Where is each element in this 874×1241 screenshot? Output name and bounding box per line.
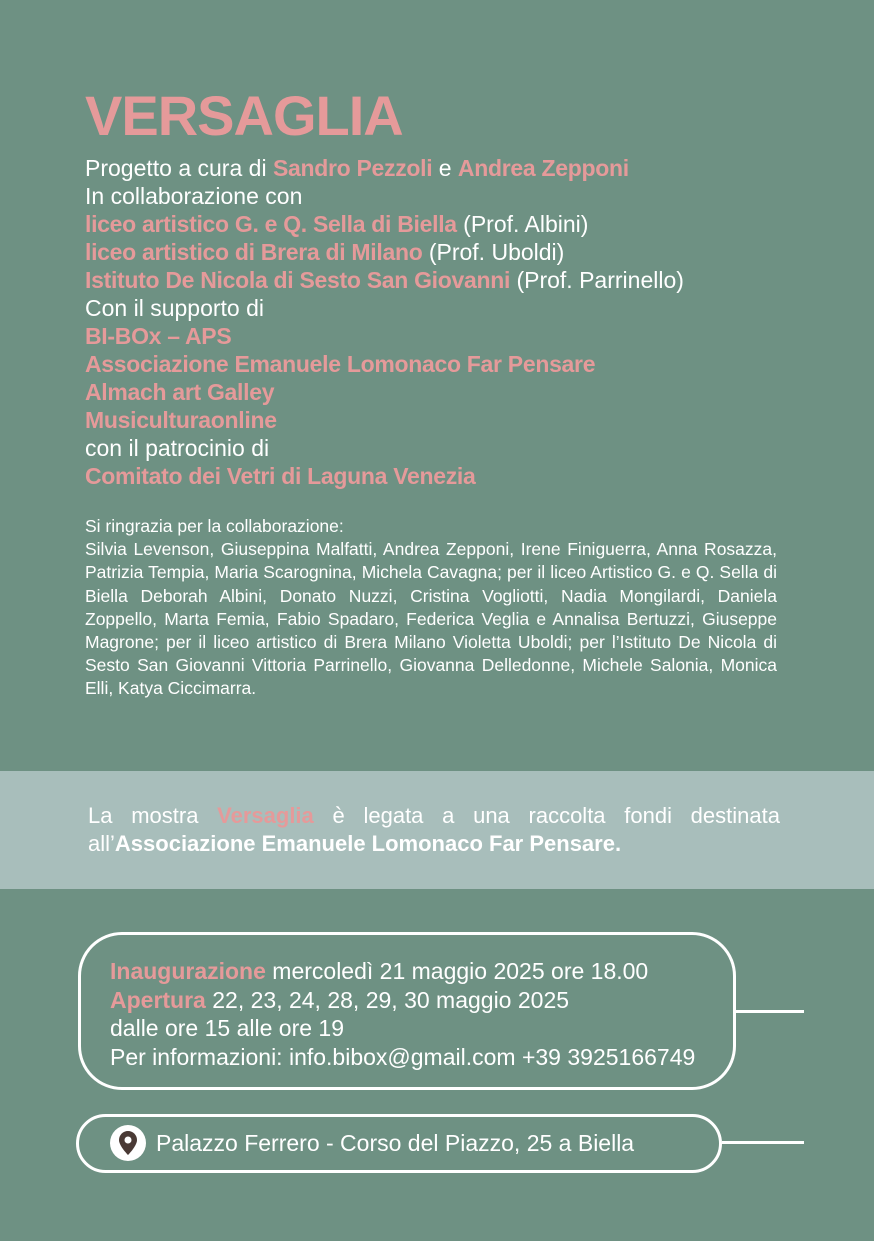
fundraising-text xyxy=(88,802,780,858)
supporter: Musiculturaonline xyxy=(85,407,277,433)
thanks-body: Silvia Levenson, Giuseppina Malfatti, Andrea Zepponi, Irene Finiguerra, Anna Rosazza, Patrizia Tempia, Maria Scarognina, Michela Cavagna; per il liceo Artistico G. e Q. Sella di Biella Deborah Albini, Donato Nuzzi, Cristina Vogliotti, Nadia Mongilardi, Daniela Zoppello, Marta Femia, Fabio Spadaro, Federica Veglia e Annalisa Bertuzzi, Giuseppe Magrone; per il liceo artistico di Brera Milano Violetta Uboldi; per l’Istituto De Nicola di Sesto San Giovanni Vittoria Parrinello, Giovanna Delledonne, Michele Salonia, Monica Elli, Katya Ciccimarra. xyxy=(85,539,777,699)
inauguration-label: Inaugurazione xyxy=(110,958,266,984)
hours-line: dalle ore 15 alle ore 19 xyxy=(110,1015,344,1041)
patron: Comitato dei Vetri di Laguna Venezia xyxy=(85,463,476,489)
map-pin-icon xyxy=(110,1125,146,1161)
thanks-block xyxy=(85,515,777,701)
supporter: BI-BOx – APS xyxy=(85,323,232,349)
opening-value: 22, 23, 24, 28, 29, 30 maggio 2025 xyxy=(212,986,570,1013)
school-prof: (Prof. Albini) xyxy=(463,211,589,237)
supporter: Almach art Galley xyxy=(85,379,275,405)
school-line xyxy=(85,238,805,266)
thanks-heading: Si ringrazia per la collaborazione: xyxy=(85,516,344,536)
band-exhibition-name: Versaglia xyxy=(217,803,314,828)
event-connector-line xyxy=(736,1010,804,1013)
school-prof: (Prof. Parrinello) xyxy=(516,267,684,293)
event-info-text xyxy=(110,957,730,1071)
school-name: liceo artistico G. e Q. Sella di Biella xyxy=(85,211,457,237)
school-line xyxy=(85,266,805,294)
inauguration-value: mercoledì 21 maggio 2025 ore 18.00 xyxy=(272,958,649,984)
page-title: VERSAGLIA xyxy=(85,84,403,147)
patronage-label: con il patrocinio di xyxy=(85,435,270,461)
school-line xyxy=(85,210,805,238)
school-prof: (Prof. Uboldi) xyxy=(428,239,565,265)
curated-prefix: Progetto a cura di xyxy=(85,155,267,181)
school-name: Istituto De Nicola di Sesto San Giovanni xyxy=(85,267,511,293)
curator-2: Andrea Zepponi xyxy=(457,155,629,181)
curator-1: Sandro Pezzoli xyxy=(272,155,433,181)
location-address: Palazzo Ferrero - Corso del Piazzo, 25 a Biella xyxy=(156,1130,635,1156)
opening-line xyxy=(110,986,730,1015)
support-label: Con il supporto di xyxy=(85,295,264,321)
band-middle: è legata a una raccolta fondi destinata all’ xyxy=(88,803,780,856)
inauguration-line xyxy=(110,957,730,986)
band-beneficiary: Associazione Emanuele Lomonaco Far Pensare. xyxy=(114,831,622,856)
supporter: Associazione Emanuele Lomonaco Far Pensare xyxy=(85,351,596,377)
school-name: liceo artistico di Brera di Milano xyxy=(85,239,423,265)
location-connector-line xyxy=(722,1141,804,1144)
info-line: Per informazioni: info.bibox@gmail.com +39 3925166749 xyxy=(110,1043,696,1070)
band-prefix: La mostra xyxy=(88,803,199,828)
opening-label: Apertura xyxy=(110,986,206,1013)
credits-block xyxy=(85,154,805,490)
collab-label: In collaborazione con xyxy=(85,183,303,209)
curator-and: e xyxy=(438,155,452,181)
curators-line xyxy=(85,154,805,182)
